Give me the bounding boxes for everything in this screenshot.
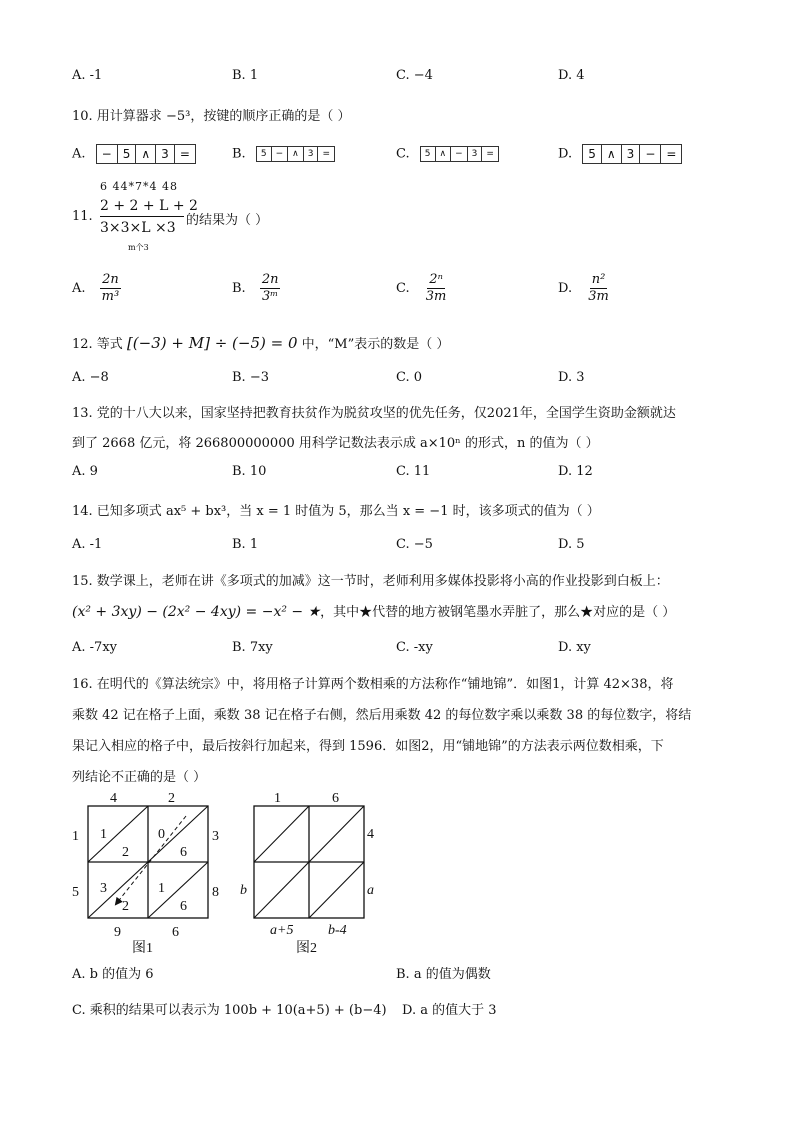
q10-stem: 10. 用计算器求 −5³，按键的顺序正确的是（ ） <box>72 109 351 124</box>
fig1-cell-digit: 1 <box>158 881 165 896</box>
fraction <box>260 272 281 305</box>
q11-top-brace: 6 44*7*4 48 <box>100 180 178 193</box>
key: 3 <box>303 146 319 162</box>
q11-option-a[interactable] <box>72 272 121 305</box>
q9-option-b[interactable]: B. 1 <box>232 68 259 83</box>
fig2-caption: 图2 <box>296 941 317 956</box>
keys-b <box>256 146 334 162</box>
q9-option-a[interactable]: A. -1 <box>72 68 103 83</box>
fig1-cell-digit: 0 <box>158 827 165 842</box>
cell-diagonal <box>254 862 309 918</box>
denominator: 3ᵐ <box>262 289 279 304</box>
q14-option-c[interactable]: C. −5 <box>396 537 433 552</box>
q16-line-1: 16. 在明代的《算法统宗》中，将用格子计算两个数相乘的方法称作“铺地锦”．如图1，计算 42×38，将 <box>72 677 674 692</box>
fig1-right-digit: 8 <box>212 885 219 900</box>
fig1-left-digit: 1 <box>72 829 79 844</box>
option-label: A. <box>72 146 86 162</box>
key: ∧ <box>287 146 304 162</box>
q11-tail: 的结果为（ ） <box>186 213 269 228</box>
cell-diagonal <box>148 806 208 862</box>
key: = <box>481 146 499 162</box>
key: = <box>660 144 682 164</box>
fig1-cell-digit: 2 <box>122 899 129 914</box>
key: 3 <box>155 144 175 164</box>
denominator: 3m <box>425 289 447 304</box>
key: 5 <box>582 144 602 164</box>
key: − <box>271 146 289 162</box>
q12-option-d[interactable]: D. 3 <box>558 370 585 385</box>
fig1-cell-digit: 6 <box>180 845 187 860</box>
keys-a <box>96 144 195 164</box>
q15-option-a[interactable]: A. -7xy <box>72 640 117 655</box>
q13-option-a[interactable]: A. 9 <box>72 464 98 479</box>
key: 5 <box>420 146 436 162</box>
fig1-bottom-digit: 9 <box>114 925 121 940</box>
q16-line-4: 列结论不正确的是（ ） <box>72 770 207 785</box>
fig1-cell-digit: 2 <box>122 845 129 860</box>
q12-option-b[interactable]: B. −3 <box>232 370 269 385</box>
q16-line-3: 果记入相应的格子中，最后按斜行加起来，得到 1596．如图2，用“铺地锦”的方法表示两位数相乘，下 <box>72 739 664 754</box>
fraction <box>100 272 122 305</box>
q15-expression: (x² + 3xy) − (2x² − 4xy) = −x² − ★ <box>72 604 321 620</box>
q12-stem-post: 中，“M”表示的数是（ ） <box>301 337 450 352</box>
q12-option-c[interactable]: C. 0 <box>396 370 423 385</box>
key: − <box>96 144 118 164</box>
q13-line-2: 到了 2668 亿元，将 266800000000 用科学记数法表示成 a×10ⁿ 的形式，n 的值为（ ） <box>72 436 599 451</box>
q14-option-b[interactable]: B. 1 <box>232 537 259 552</box>
q10-option-a[interactable] <box>72 144 195 164</box>
key: − <box>639 144 661 164</box>
q14-option-a[interactable]: A. -1 <box>72 537 103 552</box>
fig1-cell-digit: 3 <box>100 881 107 896</box>
q9-option-c[interactable]: C. −4 <box>396 68 433 83</box>
cell-diagonal <box>148 862 208 918</box>
q16-option-a[interactable]: A. b 的值为 6 <box>72 967 154 982</box>
fig1-top-digit: 2 <box>168 791 175 806</box>
cell-diagonal <box>88 806 148 862</box>
key: − <box>450 146 468 162</box>
option-label: D. <box>558 281 573 296</box>
q12-stem-pre: 12. 等式 <box>72 337 123 352</box>
fig1-right-digit: 3 <box>212 829 219 844</box>
q13-option-b[interactable]: B. 10 <box>232 464 267 479</box>
q12-option-a[interactable]: A. −8 <box>72 370 109 385</box>
fig2-left-label: b <box>240 883 247 898</box>
cell-diagonal <box>254 806 309 862</box>
q9-option-d[interactable]: D. 4 <box>558 68 585 83</box>
denominator: m³ <box>101 289 120 304</box>
q16-option-b[interactable]: B. a 的值为偶数 <box>396 967 491 982</box>
numerator: 2ⁿ <box>429 272 443 287</box>
q15-line-2 <box>72 601 675 620</box>
q14-stem: 14. 已知多项式 ax⁵ + bx³，当 x = 1 时值为 5，那么当 x = −1 时，该多项式的值为（ ） <box>72 504 600 519</box>
option-label: C. <box>396 146 410 162</box>
fig1-cell-digit: 1 <box>100 827 107 842</box>
lattice-figure-1 <box>66 786 226 958</box>
key: 5 <box>117 144 137 164</box>
q15-line-1: 15. 数学课上，老师在讲《多项式的加减》这一节时，老师利用多媒体投影将小高的作业投影到白板上： <box>72 574 669 589</box>
q13-option-d[interactable]: D. 12 <box>558 464 593 479</box>
key: 3 <box>621 144 641 164</box>
q11-numerator: 2 + 2 + L + 2 <box>100 198 198 214</box>
fig2-right-label: 4 <box>367 827 374 842</box>
fig2-top-digit: 6 <box>332 791 339 806</box>
cell-diagonal <box>88 862 148 918</box>
fig2-bottom-label: a+5 <box>270 923 294 938</box>
q11-denominator: 3×3×L ×3 <box>100 220 176 236</box>
option-label: A. <box>72 281 86 296</box>
fraction <box>424 272 449 305</box>
q11-fraction-bar <box>100 216 184 217</box>
q11-sub-brace: m个3 <box>128 243 149 252</box>
fraction <box>586 272 611 305</box>
key: ∧ <box>435 146 452 162</box>
key: ∧ <box>135 144 156 164</box>
fig2-top-digit: 1 <box>274 791 281 806</box>
lattice-figure-2 <box>236 786 386 958</box>
fig1-left-digit: 5 <box>72 885 79 900</box>
dashed-sum-arrow <box>116 816 186 904</box>
q16-option-c[interactable]: C. 乘积的结果可以表示为 100b + 10(a+5) + (b−4) <box>72 1003 387 1018</box>
keys-c <box>420 146 498 162</box>
q10-option-b[interactable] <box>232 146 334 162</box>
cell-diagonal <box>309 806 364 862</box>
q15-line-2-post: ，其中★代替的地方被钢笔墨水弄脏了，那么★对应的是（ ） <box>320 605 676 620</box>
key: 3 <box>467 146 483 162</box>
q10-option-d[interactable] <box>558 144 681 164</box>
cell-diagonal <box>309 862 364 918</box>
q15-option-b[interactable]: B. 7xy <box>232 640 273 655</box>
fig1-caption: 图1 <box>132 941 153 956</box>
denominator: 3m <box>588 289 609 304</box>
keys-d <box>582 144 681 164</box>
fig2-right-label: a <box>367 883 374 898</box>
q13-line-1: 13. 党的十八大以来，国家坚持把教育扶贫作为脱贫攻坚的优先任务，仅2021年，全国学生资助金额就达 <box>72 406 676 421</box>
numerator: 2n <box>261 272 279 287</box>
q11-option-d[interactable] <box>558 272 611 305</box>
q13-option-c[interactable]: C. 11 <box>396 464 431 479</box>
key: = <box>317 146 335 162</box>
numerator: 2n <box>102 272 119 287</box>
option-label: B. <box>232 146 246 162</box>
key: 5 <box>256 146 272 162</box>
q11-option-c[interactable] <box>396 272 448 305</box>
q14-option-d[interactable]: D. 5 <box>558 537 585 552</box>
q12-expression: [(−3) + M] ÷ (−5) = 0 <box>126 334 298 352</box>
numerator: n² <box>591 272 606 287</box>
key: = <box>174 144 196 164</box>
fig2-bottom-label: b-4 <box>328 923 347 938</box>
q15-option-c[interactable]: C. -xy <box>396 640 433 655</box>
q16-line-2: 乘数 42 记在格子上面，乘数 38 记在格子右侧，然后用乘数 42 的每位数字乘以乘数 38 的每位数字，将结 <box>72 708 692 723</box>
option-label: C. <box>396 281 410 296</box>
option-label: D. <box>558 146 573 162</box>
q16-option-d[interactable]: D. a 的值大于 3 <box>402 1003 497 1018</box>
q11-option-b[interactable] <box>232 272 280 305</box>
q10-option-c[interactable] <box>396 146 498 162</box>
fig1-top-digit: 4 <box>110 791 117 806</box>
key: ∧ <box>601 144 622 164</box>
fig1-cell-digit: 6 <box>180 899 187 914</box>
option-label: B. <box>232 281 246 296</box>
q15-option-d[interactable]: D. xy <box>558 640 591 655</box>
fig1-bottom-digit: 6 <box>172 925 179 940</box>
q12-stem <box>72 333 449 352</box>
q11-number: 11. <box>72 209 93 224</box>
